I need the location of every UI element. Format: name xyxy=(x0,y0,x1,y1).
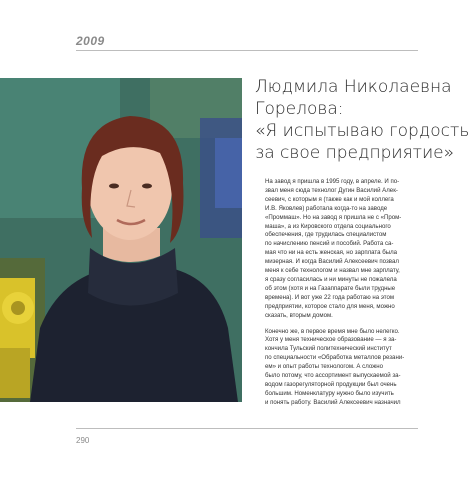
title-line: за свое предприятие» xyxy=(255,143,455,163)
article-body xyxy=(265,178,425,408)
portrait-photo xyxy=(0,78,242,402)
text-line: маша», а из Кировского отдела социального xyxy=(265,222,391,230)
footer-divider xyxy=(76,428,418,429)
text-line: мая что ни на есть женская, но зарплата была xyxy=(265,249,398,257)
text-line: кончила Тульский политехнический институт xyxy=(265,345,392,353)
text-line: звал меня сюда технолог Дугин Василий Алек- xyxy=(265,186,398,194)
text-line: Хотя у меня техническое образование — я за- xyxy=(265,336,397,344)
title-line: «Я испытываю гордость xyxy=(255,121,470,141)
title-line: Людмила Николаевна xyxy=(255,77,452,97)
text-line: предприятии, которое стало для меня, можно xyxy=(265,302,395,310)
text-line: обеспечения, где трудилась специалистом xyxy=(265,231,387,239)
text-line: сеевич, с которым я (также как и мой коллега xyxy=(265,195,394,203)
text-line: я сразу согласилась и ни минуты не пожалела xyxy=(265,275,397,283)
header-divider xyxy=(76,50,418,51)
year-heading: 2009 xyxy=(76,34,105,48)
paragraph-1 xyxy=(265,178,425,321)
text-line: и понять работу. Василий Алексеевич назначил xyxy=(265,398,401,406)
article-title xyxy=(255,76,470,164)
text-line: водом газорегуляторной продукции был очень xyxy=(265,380,397,388)
text-line: по начислению пенсий и пособий. Работа са- xyxy=(265,240,394,248)
text-line: мизерная. И когда Василий Алексеевич позвал xyxy=(265,258,399,266)
text-line: На завод я пришла в 1995 году, в апреле. И по- xyxy=(265,178,400,185)
text-line: Конечно же, в первое время мне было нелегко. xyxy=(265,327,400,335)
text-line: И.В. Яковлев) работала когда-то на заводе xyxy=(265,204,388,212)
text-line: сказать, вторым домом. xyxy=(265,311,333,319)
title-line: Горелова: xyxy=(255,99,344,119)
text-line: по специальности «Обработка металлов резани- xyxy=(265,354,405,362)
text-line: «Проммаш». Но на завод я пришла не с «Пром- xyxy=(265,213,402,221)
paragraph-2 xyxy=(265,328,425,408)
text-line: меня к себе технологом и назвал мне зарплату, xyxy=(265,267,400,275)
text-line: было потому, что ассортимент выпускаемой за- xyxy=(265,372,401,380)
text-line: времена). И вот уже 22 года работаю на этом xyxy=(265,293,395,301)
text-line: об этом (хотя и на Газаппарате были трудные xyxy=(265,284,396,292)
text-line: ем» и опыт работы технологом. А сложно xyxy=(265,363,383,371)
text-line: большим. Номенклатуру нужно было изучить xyxy=(265,389,394,397)
page-number: 290 xyxy=(76,436,90,445)
